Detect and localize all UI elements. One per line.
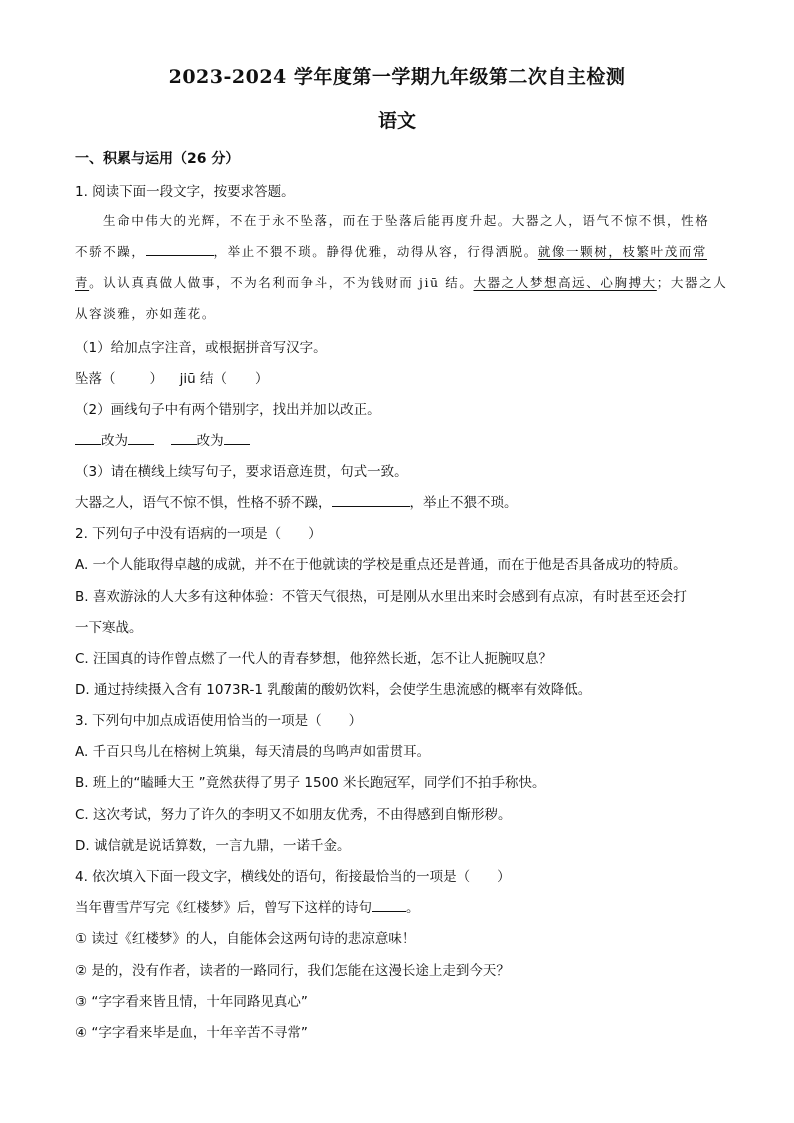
answer-blank[interactable] [128,432,154,445]
q3-stem: 3. 下列句中加点成语使用恰当的一项是（ ） [75,713,363,729]
q4-sentence-1: ① 读过《红楼梦》的人，自能体会这两句诗的悲凉意味！ [75,931,416,947]
pinyin-item: jiū 结（ [179,371,227,387]
answer-blank[interactable] [224,432,250,445]
q3-option-a: A. 千百只鸟儿在榕树上筑巢，每天清晨的鸟鸣声如雷贯耳。 [75,744,431,760]
q4-intro: 当年曹雪芹写完《红楼梦》后，曾写下这样的诗句 。 [75,900,420,916]
q4-sentence-4: ④ “字字看来毕是血，十年辛苦不寻常” [75,1025,308,1041]
passage-line-3 [75,273,728,291]
subject-title: 语文 [377,110,416,132]
q4-sentence-3: ③ “字字看来皆且情，十年同路见真心” [75,994,308,1010]
passage-line-4: 从容淡雅，亦如莲花。 [75,306,217,321]
q3-option-b: B. 班上的“瞌睡大王 ”竟然获得了男子 1500 米长跑冠军，同学们不拍手称快。 [75,775,546,791]
section-heading: 一、积累与运用（26 分） [75,151,240,167]
q2-option-c: C. 汪国真的诗作曾点燃了一代人的青春梦想，他猝然长逝，怎不让人扼腕叹息？ [75,651,553,667]
answer-blank[interactable] [146,243,214,256]
q3-option-d: D. 诚信就是说话算数，一言九鼎，一诺千金。 [75,838,351,854]
q1-sub3-line: 大器之人，语气不惊不惧，性格不骄不躁， ，举止不猥不琐。 [75,495,518,511]
q2-stem: 2. 下列句子中没有语病的一项是（ ） [75,526,322,542]
passage-text: 不骄不躁， [75,244,146,259]
underlined-sentence: 就像一颗树，枝繁叶茂而常 [537,244,708,259]
q2-option-d: D. 通过持续摄入含有 1073R-1 乳酸菌的酸奶饮料，会使学生患流感的概率有效降低。 [75,682,592,698]
q1-stem: 1. 阅读下面一段文字，按要求答题。 [75,184,295,200]
q1-sub2-fill: 改为 改为 [75,429,725,449]
passage-text: 。认认真真做人做事，不为名利而争斗，不为钱财而 jiū 结。 [89,275,474,290]
q4-sentence-2: ② 是的，没有作者，读者的一路同行，我们怎能在这漫长途上走到今天？ [75,963,510,979]
q2-option-b-cont: 一下寒战。 [75,620,143,636]
exam-title: 2023-2024 学年度第一学期九年级第二次自主检测 [168,66,626,88]
passage-text: ，举止不猥不琐。静得优雅，动得从容，行得洒脱。 [213,244,538,259]
passage-text: 生命中伟大的光辉，不在于永不坠落，而在于坠落后能再度升起。大器之人，语气不惊不惧，性格 [103,213,710,228]
passage-text: ；大器之人 [656,275,728,290]
answer-blank[interactable] [332,494,410,507]
answer-blank[interactable] [75,432,101,445]
passage-line-2 [75,242,725,260]
underlined-sentence: 青 [75,275,90,290]
underlined-sentence: 大器之人梦想高远、心胸搏大 [473,275,657,290]
pinyin-item: 坠落（ [75,371,116,387]
q1-sub2: （2）画线句子中有两个错别字，找出并加以改正。 [75,402,381,418]
q1-sub1-answers: 坠落（ ） jiū 结（ ） [75,371,269,387]
q1-sub3: （3）请在横线上续写句子，要求语意连贯，句式一致。 [75,464,408,480]
q2-option-a: A. 一个人能取得卓越的成就，并不在于他就读的学校是重点还是普通，而在于他是否具备成功的特质。 [75,557,687,573]
q4-stem: 4. 依次填入下面一段文字，横线处的语句，衔接最恰当的一项是（ ） [75,869,511,885]
q1-sub1: （1）给加点字注音，或根据拼音写汉字。 [75,340,327,356]
answer-blank[interactable] [372,899,406,912]
q2-option-b: B. 喜欢游泳的人大多有这种体验：不管天气很热，可是刚从水里出来时会感到有点凉，有时甚至还会打 [75,589,687,605]
passage-line-1 [103,211,753,229]
answer-blank[interactable] [171,432,197,445]
q3-option-c: C. 这次考试，努力了许久的李明又不如朋友优秀，不由得感到自惭形秽。 [75,807,512,823]
